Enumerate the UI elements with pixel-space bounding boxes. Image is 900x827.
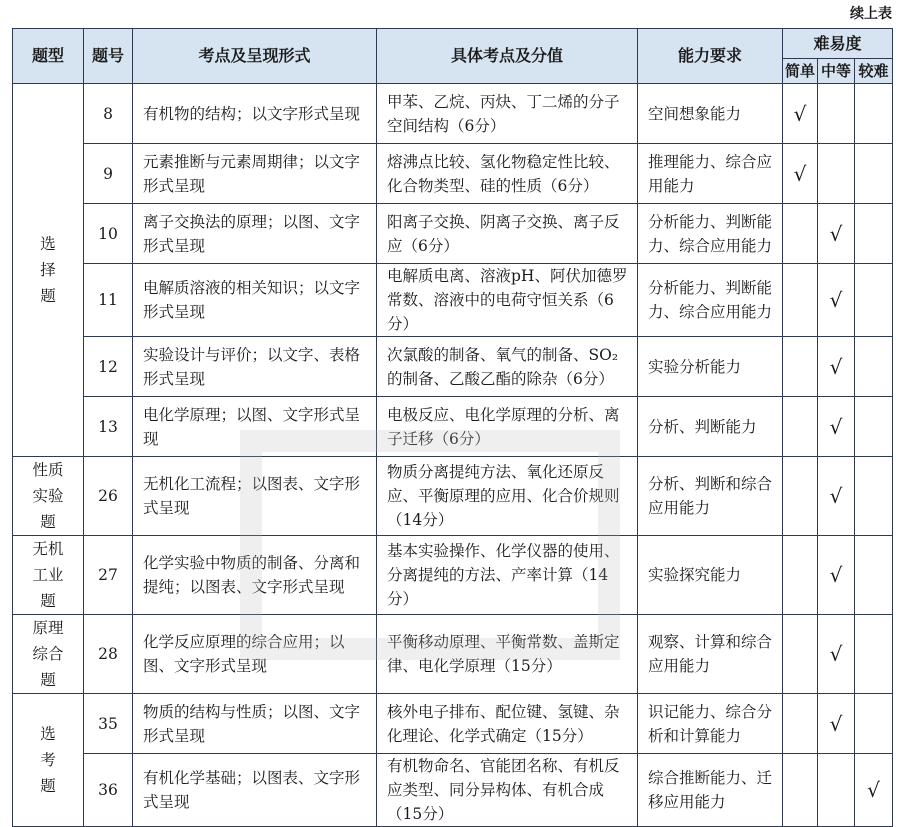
difficulty-hard bbox=[855, 204, 893, 264]
difficulty-hard bbox=[855, 694, 893, 754]
ability: 分析能力、判断能力、综合应用能力 bbox=[638, 264, 783, 337]
ability: 识记能力、综合分析和计算能力 bbox=[638, 694, 783, 754]
specific-points: 电极反应、电化学原理的分析、离子迁移（6分） bbox=[377, 397, 638, 457]
ability: 综合推断能力、迁移应用能力 bbox=[638, 754, 783, 827]
header-number: 题号 bbox=[84, 29, 133, 84]
difficulty-easy bbox=[783, 457, 818, 536]
difficulty-hard bbox=[855, 264, 893, 337]
table-row bbox=[13, 615, 893, 694]
difficulty-hard bbox=[855, 337, 893, 397]
points-form: 离子交换法的原理；以图、文字形式呈现 bbox=[133, 204, 377, 264]
specific-points: 基本实验操作、化学仪器的使用、分离提纯的方法、产率计算（14分） bbox=[377, 536, 638, 615]
table-row bbox=[13, 264, 893, 337]
question-number: 28 bbox=[84, 615, 133, 694]
difficulty-easy bbox=[783, 536, 818, 615]
points-form: 有机物的结构；以文字形式呈现 bbox=[133, 84, 377, 144]
points-form: 化学实验中物质的制备、分离和提纯；以图表、文字形式呈现 bbox=[133, 536, 377, 615]
table-row bbox=[13, 457, 893, 536]
question-number: 13 bbox=[84, 397, 133, 457]
question-number: 36 bbox=[84, 754, 133, 827]
specific-points: 物质分离提纯方法、氧化还原反应、平衡原理的应用、化合价规则（14分） bbox=[377, 457, 638, 536]
row-type-group-principle: 原理综合题 bbox=[13, 615, 84, 694]
header-specific: 具体考点及分值 bbox=[377, 29, 638, 84]
ability: 分析、判断能力 bbox=[638, 397, 783, 457]
specific-points: 核外电子排布、配位键、氢键、杂化理论、化学式确定（15分） bbox=[377, 694, 638, 754]
difficulty-medium bbox=[818, 754, 855, 827]
difficulty-easy bbox=[783, 754, 818, 827]
difficulty-easy bbox=[783, 337, 818, 397]
check-mark-medium: √ bbox=[818, 694, 855, 754]
check-mark-medium: √ bbox=[818, 536, 855, 615]
difficulty-medium bbox=[818, 144, 855, 204]
points-form: 电解质溶液的相关知识；以文字形式呈现 bbox=[133, 264, 377, 337]
points-form: 实验设计与评价；以文字、表格形式呈现 bbox=[133, 337, 377, 397]
check-mark-medium: √ bbox=[818, 337, 855, 397]
check-mark-medium: √ bbox=[818, 264, 855, 337]
table-row bbox=[13, 84, 893, 144]
points-form: 元素推断与元素周期律；以文字形式呈现 bbox=[133, 144, 377, 204]
difficulty-hard bbox=[855, 457, 893, 536]
table-row bbox=[13, 204, 893, 264]
difficulty-hard bbox=[855, 144, 893, 204]
specific-points: 甲苯、乙烷、丙炔、丁二烯的分子空间结构（6分） bbox=[377, 84, 638, 144]
exam-analysis-table bbox=[12, 28, 893, 827]
ability: 实验探究能力 bbox=[638, 536, 783, 615]
difficulty-medium bbox=[818, 84, 855, 144]
question-number: 12 bbox=[84, 337, 133, 397]
difficulty-easy bbox=[783, 615, 818, 694]
points-form: 电化学原理；以图、文字形式呈现 bbox=[133, 397, 377, 457]
check-mark-easy: √ bbox=[783, 84, 818, 144]
table-row bbox=[13, 754, 893, 827]
points-form: 化学反应原理的综合应用；以图、文字形式呈现 bbox=[133, 615, 377, 694]
row-type-group-choice: 选择题 bbox=[13, 84, 84, 457]
question-number: 26 bbox=[84, 457, 133, 536]
difficulty-hard bbox=[855, 84, 893, 144]
row-type-group-inorganic-industry: 无机工业题 bbox=[13, 536, 84, 615]
check-mark-medium: √ bbox=[818, 397, 855, 457]
ability: 分析能力、判断能力、综合应用能力 bbox=[638, 204, 783, 264]
points-form: 无机化工流程；以图表、文字形式呈现 bbox=[133, 457, 377, 536]
question-number: 9 bbox=[84, 144, 133, 204]
specific-points: 熔沸点比较、氢化物稳定性比较、化合物类型、硅的性质（6分） bbox=[377, 144, 638, 204]
difficulty-easy bbox=[783, 694, 818, 754]
difficulty-easy bbox=[783, 264, 818, 337]
question-number: 8 bbox=[84, 84, 133, 144]
question-number: 10 bbox=[84, 204, 133, 264]
ability: 推理能力、综合应用能力 bbox=[638, 144, 783, 204]
table-row bbox=[13, 397, 893, 457]
check-mark-hard: √ bbox=[855, 754, 893, 827]
row-type-group-property-experiment: 性质实验题 bbox=[13, 457, 84, 536]
header-medium: 中等 bbox=[818, 59, 855, 84]
question-number: 11 bbox=[84, 264, 133, 337]
points-form: 有机化学基础；以图表、文字形式呈现 bbox=[133, 754, 377, 827]
header-easy: 简单 bbox=[783, 59, 818, 84]
difficulty-easy bbox=[783, 397, 818, 457]
difficulty-hard bbox=[855, 397, 893, 457]
table-row bbox=[13, 144, 893, 204]
specific-points: 有机物命名、官能团名称、有机反应类型、同分异构体、有机合成（15分） bbox=[377, 754, 638, 827]
header-difficulty: 难易度 bbox=[783, 29, 893, 59]
specific-points: 平衡移动原理、平衡常数、盖斯定律、电化学原理（15分） bbox=[377, 615, 638, 694]
table-row bbox=[13, 337, 893, 397]
row-type-group-elective: 选考题 bbox=[13, 694, 84, 827]
check-mark-easy: √ bbox=[783, 144, 818, 204]
specific-points: 阳离子交换、阴离子交换、离子反应（6分） bbox=[377, 204, 638, 264]
continued-label: 续上表 bbox=[850, 6, 892, 22]
specific-points: 电解质电离、溶液pH、阿伏加德罗常数、溶液中的电荷守恒关系（6分） bbox=[377, 264, 638, 337]
check-mark-medium: √ bbox=[818, 615, 855, 694]
specific-points: 次氯酸的制备、氧气的制备、SO₂的制备、乙酸乙酯的除杂（6分） bbox=[377, 337, 638, 397]
difficulty-hard bbox=[855, 615, 893, 694]
ability: 观察、计算和综合应用能力 bbox=[638, 615, 783, 694]
question-number: 35 bbox=[84, 694, 133, 754]
header-ability: 能力要求 bbox=[638, 29, 783, 84]
table-row bbox=[13, 694, 893, 754]
header-hard: 较难 bbox=[855, 59, 893, 84]
check-mark-medium: √ bbox=[818, 457, 855, 536]
ability: 空间想象能力 bbox=[638, 84, 783, 144]
header-type: 题型 bbox=[13, 29, 84, 84]
difficulty-hard bbox=[855, 536, 893, 615]
question-number: 27 bbox=[84, 536, 133, 615]
ability: 实验分析能力 bbox=[638, 337, 783, 397]
ability: 分析、判断和综合应用能力 bbox=[638, 457, 783, 536]
table-row bbox=[13, 536, 893, 615]
difficulty-easy bbox=[783, 204, 818, 264]
check-mark-medium: √ bbox=[818, 204, 855, 264]
points-form: 物质的结构与性质；以图、文字形式呈现 bbox=[133, 694, 377, 754]
table-body bbox=[13, 84, 893, 827]
header-points-form: 考点及呈现形式 bbox=[133, 29, 377, 84]
